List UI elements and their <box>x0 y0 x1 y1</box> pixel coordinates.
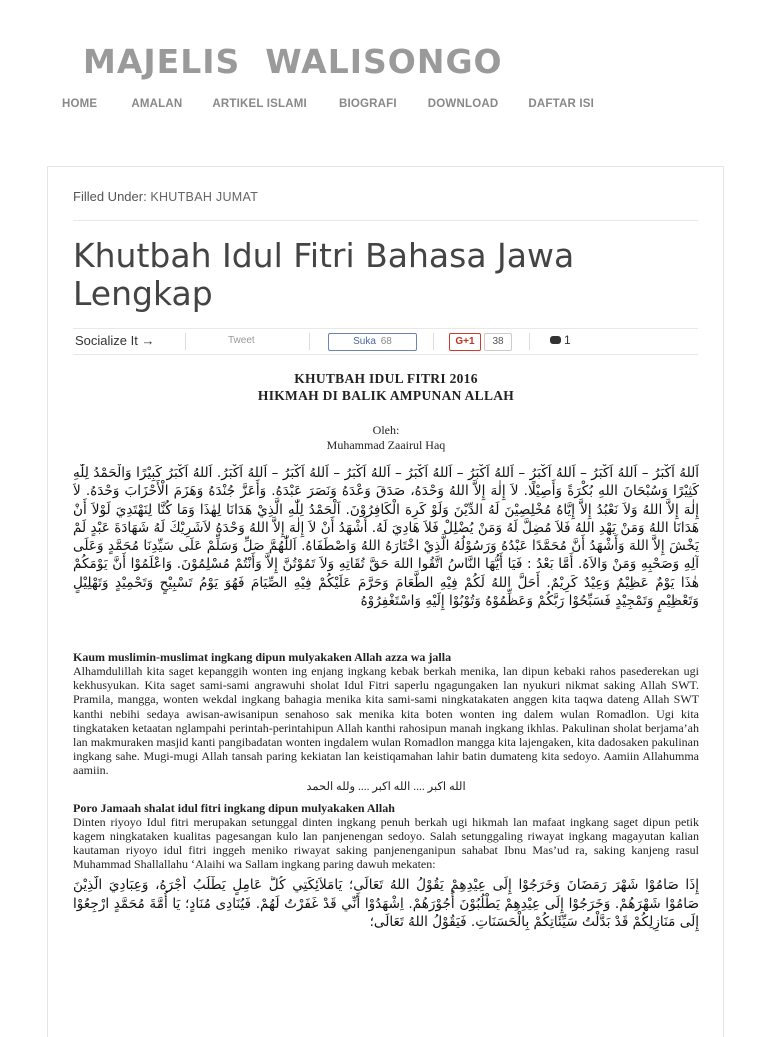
paragraph-heading: Kaum muslimin-muslimat ingkang dipun mulyakaken Allah azza wa jalla <box>73 650 452 664</box>
paragraph: Dinten riyoyo Idul fitri merupakan setunggal dinten ingkang penuh berkah ugi hikmah lan mafaat ingkang saget dipun petik kagem ningkataken kualitas pagesangan kulo lan panjenengan sedoyo. Salah setunggaling riwayat ingkang magayutan kalian kautaman riyoyo idul fitri inggeh meniko riwayat saking panjenenganipun sahabat Ibnu Mas’ud ra, saking kanjeng rasul Muhammad Shallallahu ‘Alaihi wa Sallam ingkang paring dawuh mekaten: <box>73 814 699 872</box>
category-link[interactable]: KHUTBAH JUMAT <box>150 190 259 204</box>
divider <box>73 328 698 329</box>
facebook-like-button[interactable] <box>328 333 417 351</box>
divider <box>73 354 698 355</box>
divider <box>529 333 530 350</box>
nav-amalan[interactable]: AMALAN <box>131 98 183 110</box>
document-heading: KHUTBAH IDUL FITRI 2016 <box>294 371 478 386</box>
paragraph-heading: Poro Jamaah shalat idul fitri ingkang dipun mulyakaken Allah <box>73 800 395 815</box>
site-title[interactable]: MAJELIS WALISONGO <box>83 42 503 81</box>
post-title: Khutbah Idul Fitri Bahasa Jawa Lengkap <box>73 236 575 313</box>
nav-download[interactable]: DOWNLOAD <box>427 98 499 110</box>
like-label: Suka <box>353 336 376 347</box>
comments-link[interactable] <box>550 333 571 347</box>
google-plus-button[interactable]: G+1 <box>449 333 481 351</box>
divider <box>433 333 434 350</box>
article-body <box>73 363 699 948</box>
takbir-line: الله اكبر .... الله اكبر .... ولله الحمد <box>306 780 466 793</box>
arabic-opening-text: اَللهُ اَكْبَرُ – اَللهُ اَكْبَرُ – اَللهُ اَكْبَرُ – اَللهُ اَكْبَرُ – اَللهُ اَكْبَرُ – اَللهُ اَكْبَرُ – اَللهُ اَكْبَرُ – اَللهُ اَكْبَرُ. اَللهُ اَكْبَرُ كَبِيْرًا وَالْحَمْدُ لِلّٰهِ كَثِيْرًا وَسُبْحَانَ اللهِ بُكْرَةً وَأَصِيْلًا. لاَ إِلٰهَ إِلاَّ اللهُ وَحْدَهُ، صَدَقَ وَعْدَهُ وَنَصَرَ عَبْدَهُ. وَأَعَزَّ جُنْدَهُ وَهَزَمَ الْأَحْزَابَ وَحْدَهُ. لاَ إِلٰهَ إِلاَّ اللهُ وَلاَ نَعْبُدُ إِلاَّ إِيَّاهُ مُخْلِصِيْنَ لَهُ الدِّيْنَ وَلَوْ كَرِهَ الْكَافِرُوْنَ. اَلْحَمْدُ لِلّٰهِ الَّذِيْ هَدَانَا لِهٰذَا وَمَا كُنَّا لِنَهْتَدِيَ لَوْلاَ أَنْ هَدَانَا اللهُ وَمَنْ يَهْدِ اللهُ فَلاَ مُضِلَّ لَهُ وَمَنْ يُضْلِلْ فَلاَ هَادِيَ لَهُ. أَشْهَدُ أَنْ لاَ إِلٰهَ إِلاَّ اللهُ وَحْدَهُ لاَشَرِيْكَ لَهُ شَهَادَةَ عَبْدٍ لَمْ يَخْشَ إِلاَّ اللهَ وَأَشْهَدُ أَنَّ مُحَمَّدًا عَبْدُهُ وَرَسُوْلُهُ الَّذِيْ اخْتَارَهُ اللهُ وَاصْطَفَاهُ. اَللّٰهُمَّ صَلِّ وَسَلِّمْ عَلَى سَيِّدِنَا مُحَمَّدٍ وَعَلَى آلِهِ وَصَحْبِهِ وَمَنْ وَالاَهُ. أَمَّا بَعْدُ : فَيَا أَيُّهَا النَّاسُ اتَّقُوا اللهَ حَقَّ تُقَاتِهِ وَلاَ تَمُوْتُنَّ إِلاَّ وَأَنْتُمْ مُسْلِمُوْنَ. وَاعْلَمُوْا أَنَّ يَوْمَكُمْ هٰذَا يَوْمٌ عَظِيْمٌ وَعِيْدٌ كَرِيْمٌ. أَحَلَّ اللهُ لَكُمْ فِيْهِ الطَّعَامَ وَحَرَّمَ عَلَيْكُمْ فِيْهِ الصِّيَامَ فَهُوَ يَوْمُ تَسْبِيْحٍ وَتَحْمِيْدٍ وَتَهْلِيْلٍ وَتَعْظِيْمٍ وَتَمْجِيْدٍ فَسَبِّحُوْا رَبَّكُمْ وَعَظِّمُوْهُ وَتُوْبُوْا إِلَيْهِ وَاسْتَغْفِرُوْهُ <box>73 465 699 610</box>
nav-artikel-islami[interactable]: ARTIKEL ISLAMI <box>212 98 307 110</box>
like-count: 68 <box>380 336 392 347</box>
divider <box>73 220 698 221</box>
tweet-button[interactable]: Tweet <box>228 335 255 346</box>
main-nav <box>62 98 594 110</box>
nav-biografi[interactable]: BIOGRAFI <box>338 98 397 110</box>
divider <box>185 333 186 350</box>
paragraph: Alhamdulillah kita saget kepanggih wonten ing enjang ingkang kebak berkah menika, lan dipun kebaki rahos pasederekan ugi kekhusyukan. Kita saget sami-sami angrawuhi sholat Idul Fitri saperlu ngagungaken lan nyukuri nikmat saking Allah SWT. Pramila, mangga, wonten wekdal ingkang bahagia menika kita sami-sami ningkatakaten anggen kita taqwa dateng Allah SWT kanthi nebihi sedaya awisan-awisanipun senahoso sak menika kita boten wonten ing dalem wulan Romadlon. Ugi kita tingkataken ketaatan nglampahi perintah-perintahipun Allah kanthi rahosipun manah ingkang ikhlas. Pakulinan sholat berjama’ah lan makmuraken masjid kanti pangibadatan wonten ingdalem wulan Romadlon mangga kita lajengaken, kita dadosaken pakulinan ingkang sahe. Mugi-mugi Allah tansah paring kekiatan lan keistiqamahan lahir batin dumateng kita sedoyo. Aamiin Allahumma aamiin. <box>73 664 699 778</box>
filed-under <box>73 189 258 204</box>
arabic-hadith-text: إِذَا صَامُوْا شَهْرَ رَمَضَانَ وَخَرَجُوْا إِلَى عِيْدِهِمْ يَقُوْلُ اللهُ تَعَالَى؛ يَامَلاَئِكَتِي كُلُّ عَامِلٍ يَطْلُبُ أَجْرَهُ، وَعِبَادِيَ الَّذِيْنَ صَامُوْا شَهْرَهُمْ. وَخَرَجُوْا إِلَى عِيْدِهِمْ يَطْلُبُوْنَ أُجُوْرَهُمْ. اِشْهَدُوْا أَنِّي قَدْ غَفَرْتُ لَهُمْ. فَيُنَادِى مُنَادٍ؛ يَا أُمَّةَ مُحَمَّدٍ ارْجِعُوْا إِلَى مَنَازِلِكُمْ قَدْ بَدَّلْتُ سَيِّئَاتِكُمْ بِالْحَسَنَاتِ. فَيَقُوْلُ اللهُ تَعَالَى؛ <box>73 877 699 931</box>
google-plus-count: 38 <box>484 333 512 351</box>
post-card <box>47 166 724 1037</box>
document-subheading: HIKMAH DI BALIK AMPUNAN ALLAH <box>257 388 515 403</box>
comment-bubble-icon <box>550 336 561 344</box>
filed-under-label: Filled Under: <box>73 189 147 204</box>
divider <box>309 333 310 350</box>
nav-daftar-isi[interactable]: DAFTAR ISI <box>528 98 595 110</box>
author-name: Muhammad Zaairul Haq <box>326 438 446 452</box>
comment-count: 1 <box>564 333 571 347</box>
socialize-label: Socialize It → <box>75 333 155 348</box>
nav-home[interactable]: HOME <box>62 98 98 110</box>
author-label: Oleh: <box>372 423 400 437</box>
